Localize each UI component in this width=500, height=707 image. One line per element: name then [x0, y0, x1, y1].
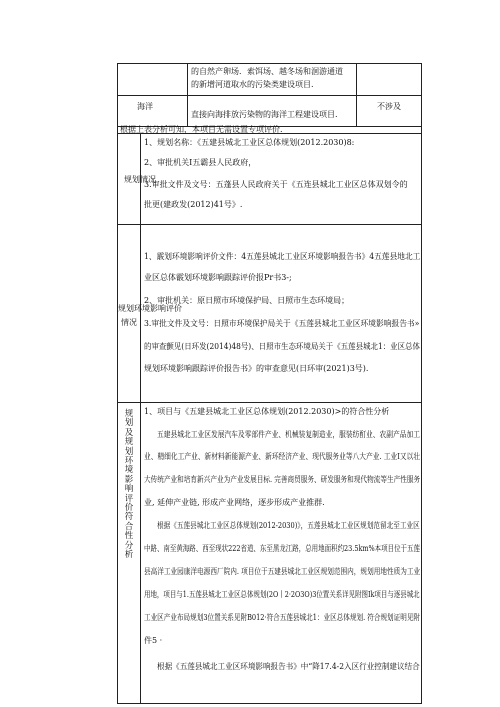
eia-line-5: 的审查颤见(日环发(2014)48号)、日照市生态环境局关于《五莲县城北1：业区总体	[144, 342, 420, 351]
top-table-row1-line2: 的新增河道取水的污染类建设项目.	[191, 80, 314, 89]
analysis-line-7: 中路、南至黄海路、西至现状222省道、东至黑龙江路，总用地面积约23.5km%本项目位于五莲	[144, 544, 420, 553]
top-table-row2-status: 不涉及	[377, 102, 401, 111]
top-table-row1-line1: 的自然产卵场．索饵场、越冬场和洄游通道	[191, 67, 343, 76]
eia-line-1: 1、霰划环境影响评价文件：4五莲县城北工业区环境影响报告书》4五莲县地北工	[144, 252, 421, 261]
analysis-line-10: 工业区产业布局规划3位置关系见附B012·符合五莲县城北1：业区总体规划. 符合规划证明见附	[144, 613, 421, 622]
analysis-line-11: 件5 ·	[144, 636, 163, 645]
eia-bottom	[117, 402, 422, 403]
eia-label-line2: 情况	[121, 318, 137, 327]
eia-line-4: 3.审批文件及文号：日照市环境保护局关于《五莲县城北工业区环境影响报告书»	[144, 319, 420, 328]
planning-label: 规划情况	[124, 175, 156, 184]
top-table-top	[117, 63, 422, 64]
analysis-line-3: 业、精细化工产业、新材料新能源产业、新环经济产业、现代服务业等八大产业. 工业I又以壮	[144, 452, 421, 461]
top-table-row-divider	[117, 95, 422, 96]
analysis-line-6: 根据《五莲县城北工业区总体规划(2012-2030)》，五莲县城北工业区规划范留北至工业区	[157, 521, 420, 530]
eia-line-3: 2、审批机关：原日照市环境保护局、日照市生态环境局；	[144, 296, 350, 305]
analysis-label: 规划及规划环境影响评价符合性分析	[124, 409, 134, 561]
planning-line-2: 2、审批机关I五霸县人民政府，	[144, 158, 257, 167]
top-table-row2-content: 直接向海排放污染物的海洋工程建设项目.	[191, 110, 338, 119]
analysis-line-5: 业, 延伸产业链, 形成产业网络，逐步形成产业推群.	[144, 498, 325, 507]
eia-label-line1: 规划环境影响评价	[118, 304, 182, 313]
analysis-bottom	[117, 703, 422, 704]
table-border-right	[421, 63, 422, 704]
analysis-line-12: 根据《五莲县城北工业区环境影响报告书》中“降17.4-2入区行业控制建议结合	[157, 662, 420, 671]
planning-line-1: 1、规划名称：《五建县城北工业区总体规划(2012.2030)8:	[144, 138, 355, 147]
planning-line-3: 3.审批文件及文号：五蓬县人民政府关于《五连县城北工业区总体双划令的	[144, 180, 408, 189]
top-table-row2-category: 海洋	[137, 102, 153, 111]
analysis-line-4: 大传统产业和培育新兴产业为产业发展目标. 完善商贸服务、研发服务和现代物流等生产性服务	[144, 475, 421, 484]
label-column-divider	[140, 133, 141, 704]
planning-bottom	[117, 224, 422, 225]
analysis-line-1: 1、项目与《五建县城北工业区总体规划(2012.2030)>的符合性分析	[144, 407, 390, 416]
analysis-line-9: 用地，项目与1.五莲县城北工业区总体规划(2O丨2·2O3O)3位置关系详见附图Ik项目与逐县城北	[144, 590, 420, 599]
eia-line-6: 规划环境影响跟踪评价报告书》的审查意见(日环审(2021)3号).	[144, 364, 369, 373]
planning-line-4: 批更(建政发(2012)41号》.	[144, 200, 243, 209]
table-border-left	[117, 63, 118, 704]
analysis-line-2: 五建县城北工业区发展汽车及零部件产业、机械装复制造业，服装纺酊业、农副产品加工	[157, 430, 421, 439]
eia-line-2: 业区总体霰划环境影响跟踪评价报Pr书3-;	[144, 273, 292, 282]
summary-text: 根据上表分析可知，本项目无需设置专项评价.	[120, 125, 283, 134]
analysis-line-8: 县高洋工业园康洋电源西厂院内. 项目位于五建县城北工业区规划范围内，规划用地性质为工业	[144, 567, 421, 576]
